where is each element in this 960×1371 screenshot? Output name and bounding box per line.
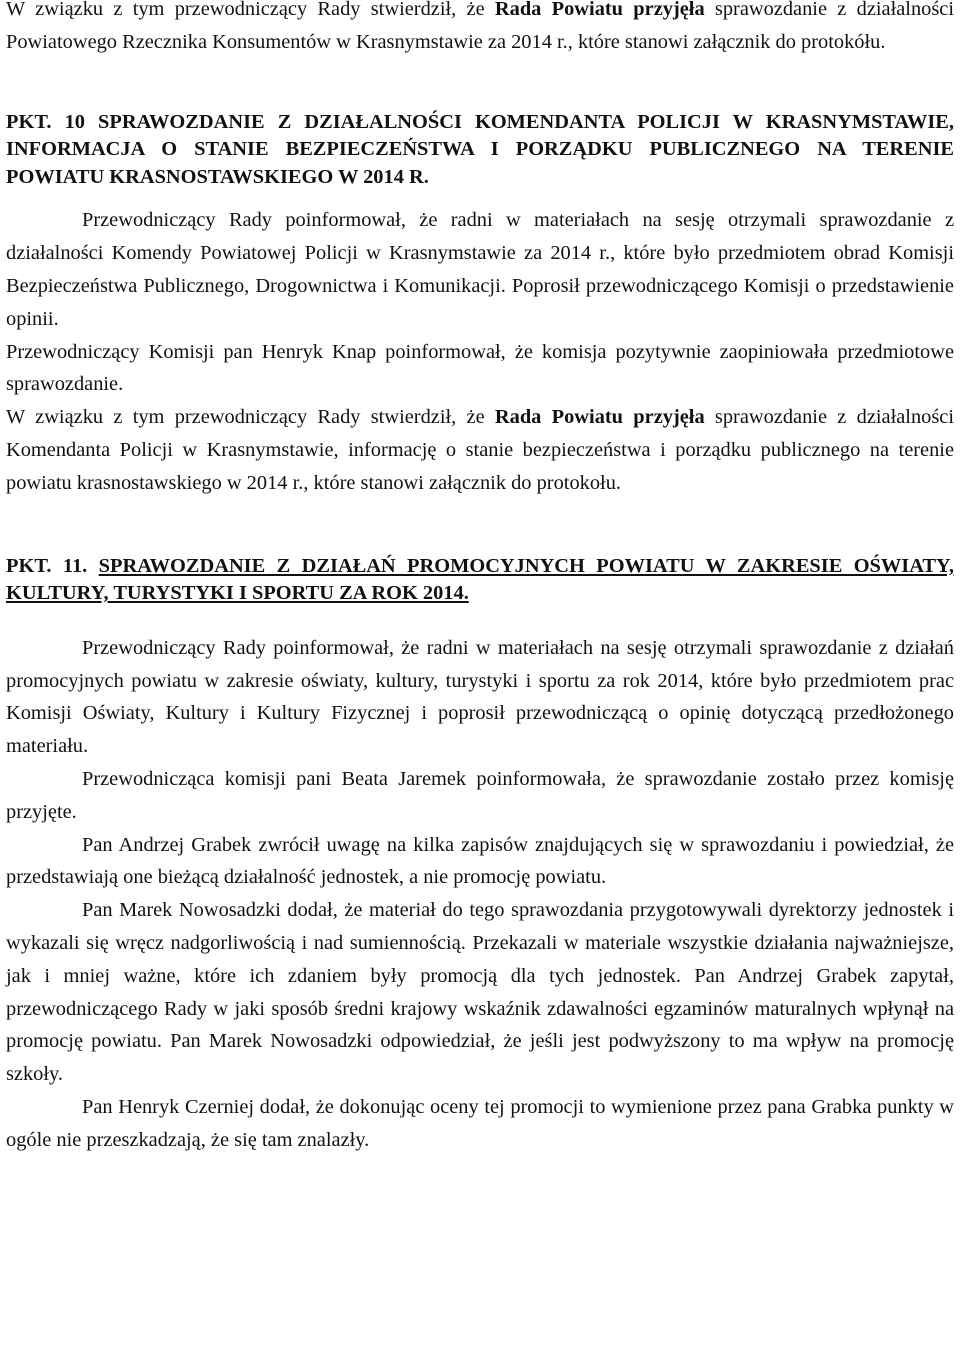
section-heading-pkt-11 bbox=[6, 553, 954, 608]
paragraph-resolution-consumer-ombudsman bbox=[6, 0, 954, 59]
paragraph-resolution-police bbox=[6, 401, 954, 499]
paragraph-chairman-info-police: Przewodniczący Rady poinformował, że radni w materiałach na sesję otrzymali sprawozdanie z działalności Komendy Powiatowej Policji w Krasnymstawie za 2014 r., które było przedmiotem obrad Komisji Bezpieczeństwa Publicznego, Drogownictwa i Komunikacji. Poprosił przewodniczącego Komisji o przedstawienie opinii. bbox=[6, 209, 954, 330]
paragraph-text: sprawozdanie z działalności Powiatowego Rzecznika Konsumentów w Krasnymstawie za 2014 r., które stanowi załącznik do protokółu. bbox=[6, 0, 955, 53]
paragraph-text: W związku z tym przewodniczący Rady stwierdził, że bbox=[6, 406, 495, 429]
section-heading-pkt-10: PKT. 10 SPRAWOZDANIE Z DZIAŁALNOŚCI KOMENDANTA POLICJI W KRASNYMSTAWIE, INFORMACJA O STANIE BEZPIECZEŃSTWA I PORZĄDKU PUBLICZNEGO NA TERENIE POWIATU KRASNOSTAWSKIEGO W 2014 R. bbox=[6, 110, 954, 188]
paragraph-nowosadzki-reply: Pan Marek Nowosadzki dodał, że materiał do tego sprawozdania przygotowywali dyrektorzy jednostek i wykazali się wręcz nadgorliwością i nad sumiennością. Przekazali w materiale wszystkie działania najważniejsze, jak i mniej ważne, które ich zdaniem były promocją dla tych jednostek. Pan Andrzej Grabek zapytał, przewodniczącego Rady w jaki sposób średni krajowy wskaźnik zdawalności egzaminów maturalnych wpłynął na promocję powiatu. Pan Marek Nowosadzki odpowiedział, że jeśli jest podwyższony to ma wpływ na promocję szkoły. bbox=[6, 899, 954, 1086]
section-title: SPRAWOZDANIE Z DZIAŁAŃ PROMOCYJNYCH POWIATU W ZAKRESIE OŚWIATY, KULTURY, TURYSTYKI I SPORTU ZA ROK 2014. bbox=[6, 554, 954, 605]
bold-phrase: Rada Powiatu przyjęła bbox=[494, 0, 705, 20]
document-page bbox=[6, 0, 954, 1156]
paragraph-text: W związku z tym przewodniczący Rady stwierdził, że bbox=[6, 0, 495, 20]
bold-phrase: Rada Powiatu przyjęła bbox=[494, 406, 705, 429]
paragraph-committee-accepted: Przewodnicząca komisji pani Beata Jaremek poinformowała, że sprawozdanie zostało przez komisję przyjęte. bbox=[6, 767, 954, 823]
paragraph-czerniej-remark: Pan Henryk Czerniej dodał, że dokonując oceny tej promocji to wymienione przez pana Grabka punkty w ogóle nie przeszkadzają, że się tam znalazły. bbox=[6, 1095, 954, 1151]
paragraph-chairman-info-promotion: Przewodniczący Rady poinformował, że radni w materiałach na sesję otrzymali sprawozdanie z działań promocyjnych powiatu w zakresie oświaty, kultury, turystyki i sportu za rok 2014, które było przedmiotem prac Komisji Oświaty, Kultury i Kultury Fizycznej i poprosił przewodniczącą o opinię dotyczącą przedłożonego materiału. bbox=[6, 636, 954, 758]
paragraph-text: sprawozdanie z działalności Komendanta Policji w Krasnymstawie, informację o stanie bezpieczeństwa i porządku publicznego na terenie powiatu krasnostawskiego w 2014 r., które stanowi załącznik do protokołu. bbox=[6, 406, 955, 494]
paragraph-grabek-remark: Pan Andrzej Grabek zwrócił uwagę na kilka zapisów znajdujących się w sprawozdaniu i powiedział, że przedstawiają one bieżącą działalność jednostek, a nie promocję powiatu. bbox=[6, 833, 954, 889]
section-number: PKT. 11. bbox=[6, 554, 88, 577]
paragraph-committee-opinion: Przewodniczący Komisji pan Henryk Knap poinformował, że komisja pozytywnie zaopiniowała przedmiotowe sprawozdanie. bbox=[6, 340, 954, 396]
